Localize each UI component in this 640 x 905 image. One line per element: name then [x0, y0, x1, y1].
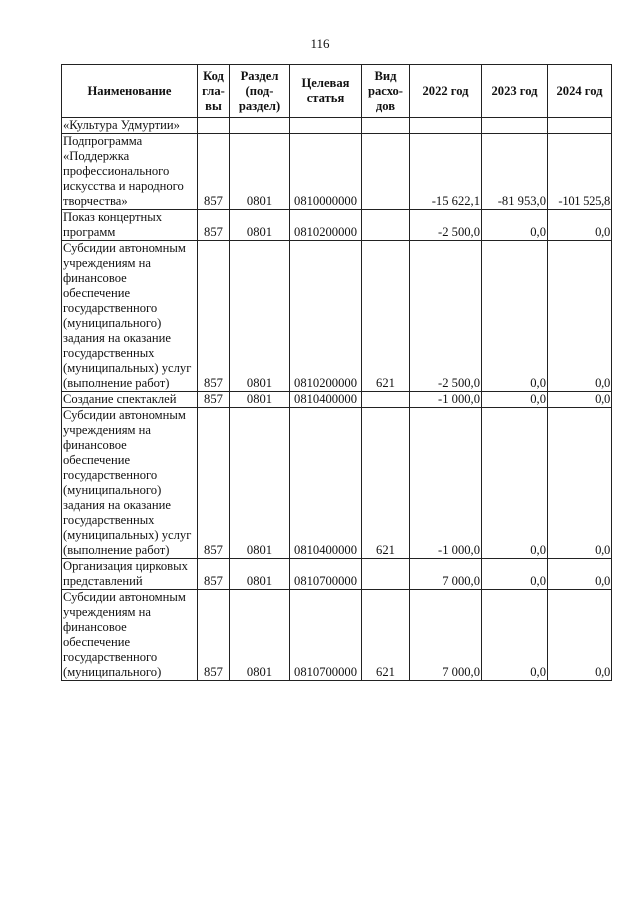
table-body	[62, 118, 612, 681]
cell-2022: -15 622,1	[410, 134, 482, 210]
cell-2023: 0,0	[482, 241, 548, 392]
budget-table	[61, 64, 612, 681]
cell-type	[362, 134, 410, 210]
cell-type	[362, 118, 410, 134]
cell-code: 857	[198, 392, 230, 408]
cell-target: 0810400000	[290, 408, 362, 559]
cell-section: 0801	[230, 210, 290, 241]
header-type: Вид расхо- дов	[362, 65, 410, 118]
cell-2023: 0,0	[482, 408, 548, 559]
header-2022: 2022 год	[410, 65, 482, 118]
cell-2024: 0,0	[548, 590, 612, 681]
cell-2024: 0,0	[548, 210, 612, 241]
cell-name: Создание спектаклей	[62, 392, 198, 408]
cell-target: 0810400000	[290, 392, 362, 408]
cell-2022: -1 000,0	[410, 408, 482, 559]
cell-2023: 0,0	[482, 559, 548, 590]
cell-2022: -2 500,0	[410, 210, 482, 241]
cell-code: 857	[198, 590, 230, 681]
header-code: Код гла- вы	[198, 65, 230, 118]
cell-2023	[482, 118, 548, 134]
cell-2024: 0,0	[548, 392, 612, 408]
cell-type	[362, 559, 410, 590]
cell-name: Организация цирковых представлений	[62, 559, 198, 590]
table-row	[62, 210, 612, 241]
cell-code: 857	[198, 210, 230, 241]
cell-2023: -81 953,0	[482, 134, 548, 210]
cell-target: 0810200000	[290, 210, 362, 241]
cell-code: 857	[198, 559, 230, 590]
cell-target	[290, 118, 362, 134]
table-row	[62, 118, 612, 134]
table-row	[62, 134, 612, 210]
cell-name: Показ концертных программ	[62, 210, 198, 241]
cell-2023: 0,0	[482, 210, 548, 241]
cell-type: 621	[362, 590, 410, 681]
table-row	[62, 590, 612, 681]
cell-name: Подпрограмма «Поддержка профессионального искусства и народного творчества»	[62, 134, 198, 210]
cell-name: «Культура Удмуртии»	[62, 118, 198, 134]
page-number: 116	[310, 36, 330, 51]
header-2023: 2023 год	[482, 65, 548, 118]
cell-target: 0810000000	[290, 134, 362, 210]
cell-name: Субсидии автономным учреждениям на финансовое обеспечение государственного (муниципального) задания на оказание государственных (муниципальных) услуг (выполнение работ)	[62, 408, 198, 559]
cell-2022: 7 000,0	[410, 590, 482, 681]
cell-2023: 0,0	[482, 392, 548, 408]
cell-section: 0801	[230, 241, 290, 392]
cell-target: 0810200000	[290, 241, 362, 392]
cell-2024	[548, 118, 612, 134]
table-row	[62, 392, 612, 408]
cell-2023: 0,0	[482, 590, 548, 681]
cell-target: 0810700000	[290, 590, 362, 681]
cell-2022: -2 500,0	[410, 241, 482, 392]
cell-section: 0801	[230, 590, 290, 681]
cell-type	[362, 392, 410, 408]
table-row	[62, 241, 612, 392]
header-target: Целевая статья	[290, 65, 362, 118]
cell-section: 0801	[230, 134, 290, 210]
cell-type: 621	[362, 241, 410, 392]
header-2024: 2024 год	[548, 65, 612, 118]
cell-2024: 0,0	[548, 241, 612, 392]
cell-section: 0801	[230, 392, 290, 408]
cell-type	[362, 210, 410, 241]
cell-target: 0810700000	[290, 559, 362, 590]
table-row	[62, 408, 612, 559]
cell-2022: -1 000,0	[410, 392, 482, 408]
header-name: Наименование	[62, 65, 198, 118]
cell-2022	[410, 118, 482, 134]
cell-section: 0801	[230, 408, 290, 559]
cell-2022: 7 000,0	[410, 559, 482, 590]
table-row	[62, 559, 612, 590]
cell-2024: 0,0	[548, 559, 612, 590]
table-header-row	[62, 65, 612, 118]
cell-type: 621	[362, 408, 410, 559]
header-section: Раздел (под- раздел)	[230, 65, 290, 118]
cell-code: 857	[198, 241, 230, 392]
cell-code: 857	[198, 134, 230, 210]
cell-2024: -101 525,8	[548, 134, 612, 210]
cell-2024: 0,0	[548, 408, 612, 559]
cell-name: Субсидии автономным учреждениям на финансовое обеспечение государственного (муниципального) задания на оказание государственных (муниципальных) услуг (выполнение работ)	[62, 241, 198, 392]
cell-name: Субсидии автономным учреждениям на финансовое обеспечение государственного (муниципального)	[62, 590, 198, 681]
cell-section	[230, 118, 290, 134]
cell-code	[198, 118, 230, 134]
cell-code: 857	[198, 408, 230, 559]
cell-section: 0801	[230, 559, 290, 590]
